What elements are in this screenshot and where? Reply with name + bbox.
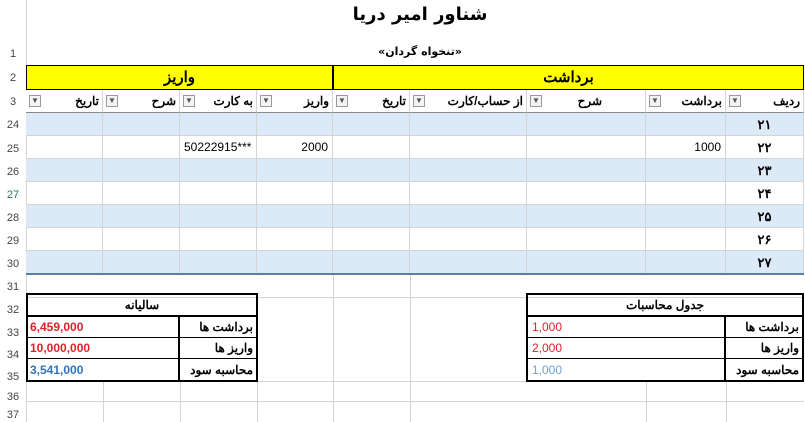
cell[interactable] <box>26 136 103 159</box>
cell-withdraw[interactable] <box>646 205 726 228</box>
cell[interactable] <box>527 159 646 182</box>
filter-dropdown-icon[interactable]: ▼ <box>413 95 425 107</box>
calc-withdraw-label[interactable]: برداشت ها <box>726 317 802 338</box>
cell[interactable] <box>410 205 527 228</box>
header-label: از حساب/کارت <box>447 94 523 108</box>
cell-deposit[interactable]: 2000 <box>257 136 333 159</box>
cell[interactable] <box>333 113 410 136</box>
cell[interactable] <box>410 136 527 159</box>
row-number[interactable]: 25 <box>6 143 20 155</box>
cell-withdraw[interactable] <box>646 159 726 182</box>
cell[interactable] <box>26 228 103 251</box>
cell[interactable] <box>410 159 527 182</box>
calc-profit-label[interactable]: محاسبه سود <box>736 362 799 377</box>
cell-row-id[interactable]: ۲۷ <box>726 251 804 274</box>
gridline <box>180 381 181 422</box>
calc-deposit-value[interactable]: 2,000 <box>528 338 726 359</box>
cell[interactable] <box>333 205 410 228</box>
header-label: به کارت <box>213 94 253 108</box>
calc-withdraw-value[interactable]: 1,000 <box>528 317 726 338</box>
cell-deposit[interactable] <box>257 251 333 274</box>
header-from-account[interactable] <box>410 90 527 113</box>
yearly-withdraw-value[interactable]: 6,459,000 <box>28 317 180 338</box>
filter-dropdown-icon[interactable]: ▼ <box>530 95 542 107</box>
cell[interactable] <box>410 182 527 205</box>
row-number[interactable]: 30 <box>6 258 20 270</box>
cell-row-id[interactable]: ۲۲ <box>726 136 804 159</box>
gridline <box>410 275 411 422</box>
cell[interactable] <box>527 136 646 159</box>
cell[interactable] <box>103 113 180 136</box>
header-label: ردیف <box>773 94 800 108</box>
cell-row-id[interactable]: ۲۶ <box>726 228 804 251</box>
cell[interactable] <box>26 251 103 274</box>
cell-row-id[interactable]: ۲۴ <box>726 182 804 205</box>
cell[interactable] <box>527 228 646 251</box>
cell[interactable] <box>103 228 180 251</box>
cell[interactable] <box>410 113 527 136</box>
cell[interactable] <box>527 205 646 228</box>
gridline <box>333 275 334 422</box>
header-withdraw[interactable] <box>646 90 726 113</box>
yearly-title[interactable]: سالیانه <box>28 295 256 317</box>
header-desc[interactable] <box>527 90 646 113</box>
cell[interactable] <box>410 251 527 274</box>
cell[interactable] <box>26 113 103 136</box>
header-label: شرح <box>151 94 176 108</box>
cell[interactable] <box>527 182 646 205</box>
row-number[interactable]: 35 <box>6 371 20 383</box>
cell-to-card[interactable] <box>180 113 257 136</box>
row-number[interactable]: 27 <box>6 189 20 201</box>
row-number[interactable]: 31 <box>6 281 20 293</box>
row-number[interactable]: 2 <box>9 72 17 84</box>
cell-withdraw[interactable] <box>646 251 726 274</box>
calc-title[interactable]: جدول محاسبات <box>528 295 802 317</box>
cell[interactable] <box>26 159 103 182</box>
yearly-profit-label[interactable]: محاسبه سود <box>190 362 253 377</box>
gridline <box>103 381 104 422</box>
section-withdraw[interactable]: برداشت <box>333 65 804 90</box>
row-number[interactable]: 28 <box>6 212 20 224</box>
header-deposit[interactable] <box>257 90 333 113</box>
cell-withdraw[interactable]: 1000 <box>646 136 726 159</box>
cell-to-card[interactable] <box>180 205 257 228</box>
row-number[interactable]: 37 <box>6 409 20 421</box>
cell-row-id[interactable]: ۲۱ <box>726 113 804 136</box>
cell[interactable] <box>333 251 410 274</box>
cell-withdraw[interactable] <box>646 182 726 205</box>
gridline <box>646 381 647 422</box>
row-number[interactable]: 24 <box>6 119 20 131</box>
cell[interactable] <box>26 205 103 228</box>
filter-dropdown-icon[interactable]: ▼ <box>29 95 41 107</box>
header-label: برداشت <box>681 94 722 108</box>
filter-dropdown-icon[interactable]: ▼ <box>649 95 661 107</box>
cell[interactable] <box>26 182 103 205</box>
cell-row-id[interactable]: ۲۳ <box>726 159 804 182</box>
cell[interactable] <box>527 251 646 274</box>
table-bottom-border <box>26 273 804 275</box>
header-to-card[interactable] <box>180 90 257 113</box>
cell-to-card[interactable] <box>180 159 257 182</box>
yearly-profit-value[interactable]: 3,541,000 <box>28 359 180 380</box>
cell-to-card[interactable] <box>180 251 257 274</box>
row-number[interactable]: 29 <box>6 235 20 247</box>
header-label: تاریخ <box>75 94 99 108</box>
filter-dropdown-icon[interactable]: ▼ <box>183 95 195 107</box>
gridline <box>726 381 727 422</box>
cell[interactable] <box>103 205 180 228</box>
cell-to-card[interactable]: 50222915*** <box>180 136 257 159</box>
cell[interactable] <box>103 182 180 205</box>
cell-deposit[interactable] <box>257 159 333 182</box>
yearly-deposit-label[interactable]: واریز ها <box>180 338 256 359</box>
calc-profit-value[interactable]: 1,000 <box>528 359 726 380</box>
cell[interactable] <box>333 182 410 205</box>
cell[interactable] <box>103 159 180 182</box>
calc-deposit-label[interactable]: واریز ها <box>726 338 802 359</box>
cell-deposit[interactable] <box>257 228 333 251</box>
section-deposit[interactable]: واریز <box>26 65 333 90</box>
row-number[interactable]: 1 <box>9 48 17 60</box>
header-desc2[interactable] <box>103 90 180 113</box>
header-row[interactable] <box>726 90 804 113</box>
cell[interactable] <box>333 228 410 251</box>
sheet-subtitle: «تنخواه گردان» <box>378 45 462 58</box>
filter-dropdown-icon[interactable]: ▼ <box>336 95 348 107</box>
filter-dropdown-icon[interactable]: ▼ <box>106 95 118 107</box>
row-number[interactable]: 26 <box>6 166 20 178</box>
cell-withdraw[interactable] <box>646 228 726 251</box>
yearly-withdraw-label[interactable]: برداشت ها <box>180 317 256 338</box>
cell[interactable] <box>527 113 646 136</box>
cell[interactable] <box>333 159 410 182</box>
cell-deposit[interactable] <box>257 113 333 136</box>
cell[interactable] <box>333 136 410 159</box>
header-date2[interactable] <box>26 90 103 113</box>
yearly-deposit-value[interactable]: 10,000,000 <box>28 338 180 359</box>
filter-dropdown-icon[interactable]: ▼ <box>729 95 741 107</box>
cell-to-card[interactable] <box>180 182 257 205</box>
cell[interactable] <box>103 136 180 159</box>
gridline <box>26 401 804 402</box>
cell[interactable] <box>410 228 527 251</box>
sheet-title: شناور امیر دریا <box>352 4 488 25</box>
cell-deposit[interactable] <box>257 205 333 228</box>
row-number[interactable]: 36 <box>6 391 20 403</box>
row-number[interactable]: 33 <box>6 327 20 339</box>
row-number[interactable]: 3 <box>9 96 17 108</box>
cell-deposit[interactable] <box>257 182 333 205</box>
header-label: تاریخ <box>382 94 406 108</box>
gridline <box>257 381 258 422</box>
cell-row-id[interactable]: ۲۵ <box>726 205 804 228</box>
header-date[interactable] <box>333 90 410 113</box>
header-label: واریز <box>304 94 329 108</box>
cell[interactable] <box>103 251 180 274</box>
filter-dropdown-icon[interactable]: ▼ <box>260 95 272 107</box>
row-number[interactable]: 34 <box>6 349 20 361</box>
cell-withdraw[interactable] <box>646 113 726 136</box>
header-label: شرح <box>577 94 602 108</box>
cell-to-card[interactable] <box>180 228 257 251</box>
row-number[interactable]: 32 <box>6 304 20 316</box>
